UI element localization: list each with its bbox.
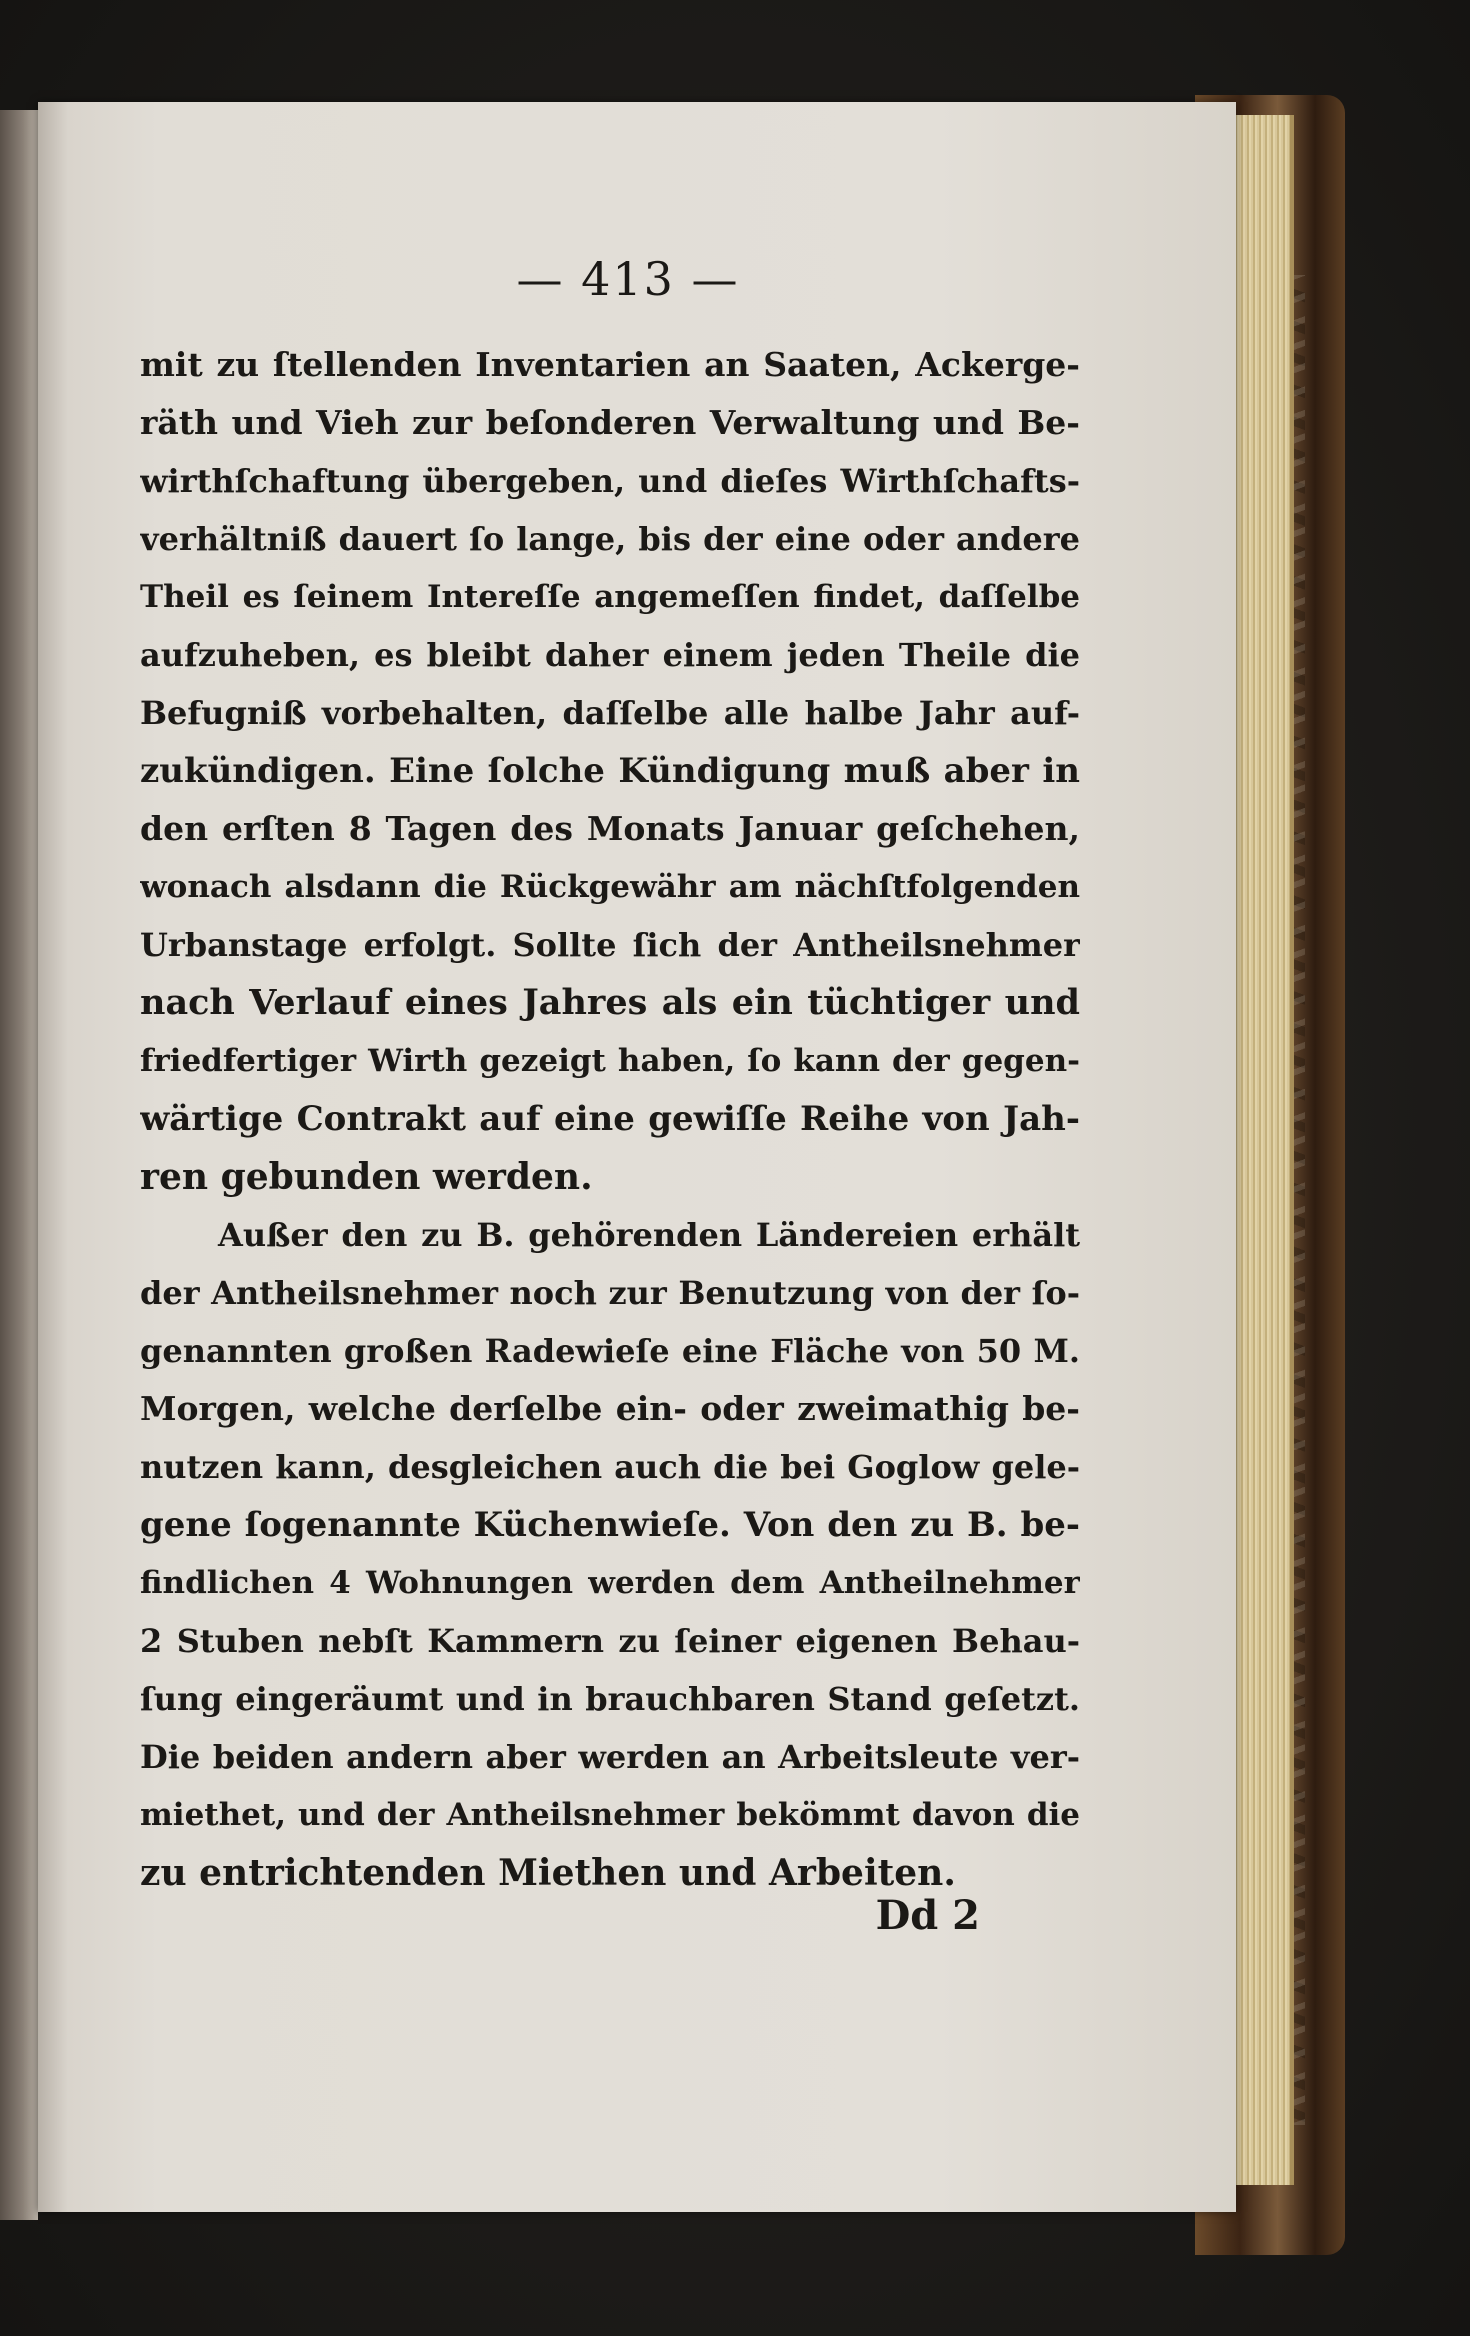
text-line: wonach alsdann die Rückgewähr am nächſtfolgenden	[140, 869, 1080, 905]
text-line: gene ſogenannte Küchenwieſe. Von den zu B. be-	[140, 1505, 1080, 1545]
text-line: ren gebunden werden.	[140, 1156, 593, 1198]
text-line: räth und Vieh zur beſonderen Verwaltung und Be-	[140, 403, 1080, 442]
text-line: der Antheilsnehmer noch zur Benutzung von der ſo-	[140, 1274, 1080, 1312]
text-line: Morgen, welche derſelbe ein- oder zweimathig be-	[140, 1389, 1080, 1428]
text-line: wärtige Contrakt auf eine gewiſſe Reihe von Jah-	[140, 1099, 1080, 1139]
text-line: Urbanstage erfolgt. Sollte ſich der Antheilsnehmer	[140, 926, 1080, 964]
body-text	[140, 336, 1080, 1902]
page-number: — 413 —	[516, 252, 740, 306]
text-line: den erſten 8 Tagen des Monats Januar geſchehen,	[140, 809, 1080, 848]
text-line: verhältniß dauert ſo lange, bis der eine oder andere	[140, 520, 1080, 558]
text-line: wirthſchaftung übergeben, und dieſes Wirthſchafts-	[140, 462, 1080, 500]
text-line: nutzen kann, desgleichen auch die bei Goglow gele-	[140, 1448, 1080, 1486]
text-line: genannten großen Radewieſe eine Fläche von 50 M.	[140, 1332, 1080, 1370]
paragraph-1	[140, 336, 1080, 1206]
text-line: mit zu ſtellenden Inventarien an Saaten, Ackerge-	[140, 345, 1080, 384]
text-line: friedfertiger Wirth gezeigt haben, ſo kann der gegen-	[140, 1043, 1080, 1079]
text-line: Die beiden andern aber werden an Arbeitsleute ver-	[140, 1738, 1080, 1776]
text-line: zu entrichtenden Miethen und Arbeiten.	[140, 1852, 956, 1894]
paragraph-2	[140, 1206, 1080, 1902]
signature-mark: Dd 2	[875, 1892, 980, 1939]
text-line: Außer den zu B. gehörenden Ländereien erhält	[218, 1216, 1080, 1254]
text-line: 2 Stuben nebſt Kammern zu ſeiner eigenen Behau-	[140, 1622, 1080, 1660]
text-line: findlichen 4 Wohnungen werden dem Antheilnehmer	[140, 1565, 1080, 1601]
text-line: Theil es ſeinem Intereſſe angemeſſen findet, daſſelbe	[140, 579, 1080, 615]
book-spine-gutter	[0, 110, 38, 2220]
text-line: Befugniß vorbehalten, daſſelbe alle halbe Jahr auf-	[140, 694, 1080, 732]
text-line: ſung eingeräumt und in brauchbaren Stand geſetzt.	[140, 1680, 1080, 1718]
text-line: miethet, und der Antheilsnehmer bekömmt davon die	[140, 1797, 1080, 1833]
text-line: zukündigen. Eine ſolche Kündigung muß aber in	[140, 751, 1080, 791]
text-line: aufzuheben, es bleibt daher einem jeden Theile die	[140, 636, 1080, 674]
text-line: nach Verlauf eines Jahres als ein tüchtiger und	[140, 982, 1080, 1023]
